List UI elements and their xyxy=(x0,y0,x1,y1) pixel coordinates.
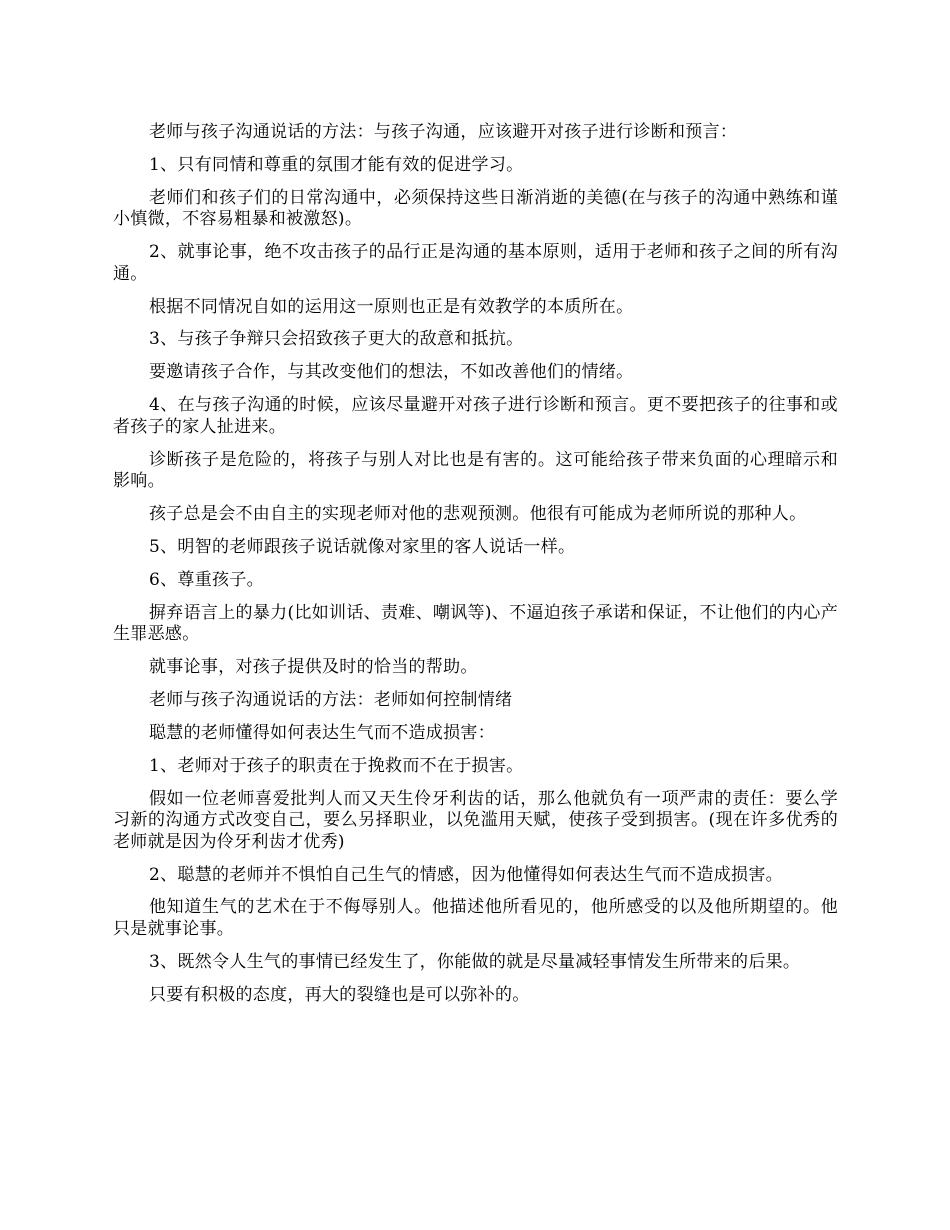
paragraph: 只要有积极的态度，再大的裂缝也是可以弥补的。 xyxy=(149,984,530,1005)
paragraph: 假如一位老师喜爱批判人而又天生伶牙利齿的话，那么他就负有一项严肃的责任：要么学习新的沟通方式改变自己，要么另择职业，以免滥用天赋，使孩子受到损害。(现在许多优秀的老师就是因为伶牙利齿才优秀) xyxy=(113,788,838,852)
paragraph: 诊断孩子是危险的，将孩子与别人对比也是有害的。这可能给孩子带来负面的心理暗示和影响。 xyxy=(113,449,838,492)
paragraph: 5、明智的老师跟孩子说话就像对家里的客人说话一样。 xyxy=(149,536,576,557)
paragraph: 就事论事，对孩子提供及时的恰当的帮助。 xyxy=(149,657,478,678)
paragraph: 老师与孩子沟通说话的方法：与孩子沟通，应该避开对孩子进行诊断和预言： xyxy=(149,122,738,142)
paragraph: 聪慧的老师懂得如何表达生气而不造成损害： xyxy=(149,722,495,743)
paragraph: 根据不同情况自如的运用这一原则也正是有效教学的本质所在。 xyxy=(149,296,634,317)
paragraph: 6、尊重孩子。 xyxy=(149,569,264,590)
paragraph: 1、只有同情和尊重的氛围才能有效的促进学习。 xyxy=(149,154,524,175)
paragraph: 3、既然令人生气的事情已经发生了，你能做的就是尽量减轻事情发生所带来的后果。 xyxy=(149,951,801,972)
paragraph: 老师们和孩子们的日常沟通中，必须保持这些日渐消逝的美德(在与孩子的沟通中熟练和谨小慎微，不容易粗暴和被激怒)。 xyxy=(113,187,838,230)
paragraph: 4、在与孩子沟通的时候，应该尽量避开对孩子进行诊断和预言。更不要把孩子的往事和或者孩子的家人扯进来。 xyxy=(113,395,838,437)
paragraph: 摒弃语言上的暴力(比如训话、责难、嘲讽等)、不逼迫孩子承诺和保证，不让他们的内心产生罪恶感。 xyxy=(113,602,838,645)
paragraph: 1、老师对于孩子的职责在于挽救而不在于损害。 xyxy=(149,755,524,776)
paragraph: 孩子总是会不由自主的实现老师对他的悲观预测。他很有可能成为老师所说的那种人。 xyxy=(149,504,807,525)
document-body xyxy=(113,122,838,1018)
paragraph: 要邀请孩子合作，与其改变他们的想法，不如改善他们的情绪。 xyxy=(149,362,634,383)
paragraph: 2、聪慧的老师并不惧怕自己生气的情感，因为他懂得如何表达生气而不造成损害。 xyxy=(149,864,783,885)
paragraph: 他知道生气的艺术在于不侮辱别人。他描述他所看见的，他所感受的以及他所期望的。他只是就事论事。 xyxy=(113,897,838,939)
paragraph: 2、就事论事，绝不攻击孩子的品行正是沟通的基本原则，适用于老师和孩子之间的所有沟通。 xyxy=(113,242,838,284)
paragraph: 3、与孩子争辩只会招致孩子更大的敌意和抵抗。 xyxy=(149,329,524,350)
section-heading: 老师与孩子沟通说话的方法：老师如何控制情绪 xyxy=(149,689,513,710)
